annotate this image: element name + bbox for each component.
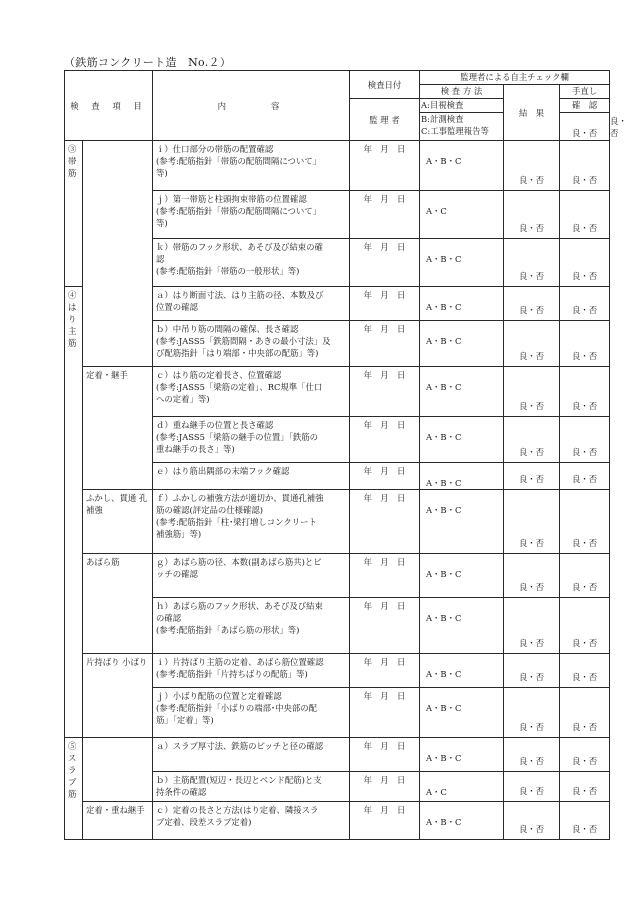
method-cell[interactable]: A・B・C [420,802,504,840]
content-cell [153,417,350,463]
content-line: ｆ）ふかしの補強方法が適切か、貫通孔補強 [156,493,324,503]
date-cell[interactable]: 年 月 日 [350,321,420,367]
content-line: (参考:JASS5「鉄筋間隔・あきの最小寸法」及 [156,336,331,346]
header-result-okng: 良・否 [560,113,610,141]
result-cell[interactable]: 良・否 [504,688,560,738]
result-cell[interactable]: 良・否 [504,802,560,840]
table-row [65,490,610,554]
result-cell[interactable]: 良・否 [504,554,560,598]
redo-cell[interactable]: 良・否 [560,738,610,772]
content-line: 位置の確認 [156,302,198,312]
redo-cell[interactable]: 良・否 [560,654,610,688]
method-cell[interactable]: A・B・C [420,463,504,490]
content-cell [153,554,350,598]
result-cell[interactable]: 良・否 [504,738,560,772]
header-method-list [420,99,504,113]
content-line: ａ）スラブ厚寸法、鉄筋のピッチと径の確認 [156,741,324,751]
content-line: ａ）はり断面寸法、はり主筋の径、本数及び [156,290,324,300]
content-line: (参考:JASS5「梁筋の継手の位置」「鉄筋の [156,432,318,442]
header-redo-1: 手直し [560,85,610,99]
table-row [65,802,610,840]
header-method-list-2 [420,113,504,141]
table-row [65,738,610,772]
table-row [65,141,610,191]
content-line: (参考:配筋指針「帯筋の一般形状」等) [156,266,300,276]
result-cell[interactable]: 良・否 [504,141,560,191]
method-cell[interactable]: A・B・C [420,367,504,417]
table-row [65,367,610,417]
redo-cell[interactable]: 良・否 [560,802,610,840]
content-cell [153,141,350,191]
content-cell [153,239,350,287]
redo-cell[interactable]: 良・否 [560,191,610,239]
date-cell[interactable]: 年 月 日 [350,367,420,417]
result-cell[interactable]: 良・否 [504,191,560,239]
content-line: (参考:配筋指針「柱･梁打増しコンクリート [156,517,317,527]
content-line: ｉ）仕口部分の帯筋の配置確認 [156,144,274,154]
date-cell[interactable]: 年 月 日 [350,554,420,598]
method-cell[interactable]: A・B・C [420,287,504,321]
content-line: ｅ）はり筋出隅部の末端フック確認 [156,466,290,476]
content-line: ｊ）第一帯筋と柱頭拘束帯筋の位置確認 [156,194,307,204]
result-cell[interactable]: 良・否 [504,367,560,417]
redo-cell[interactable]: 良・否 [560,367,610,417]
content-cell [153,367,350,417]
header-date: 検査日付 [350,71,420,99]
content-line: ｃ）はり筋の定着長さ、位置確認 [156,370,282,380]
redo-cell[interactable]: 良・否 [560,239,610,287]
method-cell[interactable]: A・B・C [420,688,504,738]
date-cell[interactable]: 年 月 日 [350,490,420,554]
subcategory-cell: ふかし、貫通 孔補強 [83,490,153,554]
content-line: び配筋指針「はり端部・中央部の配筋」等) [156,348,319,358]
date-cell[interactable]: 年 月 日 [350,239,420,287]
content-line: ｈ）あばら筋のフック形状、あそび及び結束 [156,601,323,611]
date-cell[interactable]: 年 月 日 [350,191,420,239]
date-cell[interactable]: 年 月 日 [350,463,420,490]
result-cell[interactable]: 良・否 [504,598,560,654]
method-cell[interactable]: A・B・C [420,738,504,772]
content-line: (参考:配筋指針「小ばりの端部･中央部の配 [156,703,318,713]
redo-cell[interactable]: 良・否 [560,287,610,321]
category-cell: ④ はり主筋 [65,287,83,738]
content-line: ｂ）主筋配置(短辺・長辺とベンド配筋)と支 [156,775,322,785]
content-line: 等) [156,218,168,228]
method-cell[interactable]: A・B・C [420,417,504,463]
subcategory-cell: あばら筋 [83,554,153,654]
content-line: 持条件の確認 [156,787,207,797]
method-cell[interactable]: A・C [420,191,504,239]
content-line: (参考:配筋指針「片持ちばりの配筋」等) [156,669,308,679]
table-row [65,554,610,598]
content-cell [153,738,350,772]
method-c: C:工事監理報告等 [421,126,489,136]
date-cell[interactable]: 年 月 日 [350,738,420,772]
redo-cell[interactable]: 良・否 [560,463,610,490]
redo-cell[interactable]: 良・否 [560,688,610,738]
date-cell[interactable]: 年 月 日 [350,287,420,321]
method-b: B:計測検査 [421,114,464,124]
content-cell [153,490,350,554]
method-cell[interactable]: A・B・C [420,554,504,598]
content-cell [153,191,350,239]
content-line: ｄ）重ね継手の位置と長さ確認 [156,420,274,430]
subcategory-cell: 定着・継手 [83,367,153,490]
content-cell [153,598,350,654]
header-method: 検 査 方 法 [420,85,504,99]
date-cell[interactable]: 年 月 日 [350,598,420,654]
header-content: 内 容 [153,71,350,141]
content-line: (参考:配筋指針「帯筋の配筋間隔について」 [156,156,322,166]
subcategory-cell: 定着・重ね継手 [83,802,153,840]
result-cell[interactable]: 良・否 [504,287,560,321]
header-item: 検 査 項 目 [65,71,153,141]
date-cell[interactable]: 年 月 日 [350,772,420,802]
result-cell[interactable]: 良・否 [504,321,560,367]
content-line: 重ね継手の長さ」等) [156,444,235,454]
redo-cell[interactable]: 良・否 [560,772,610,802]
date-cell[interactable]: 年 月 日 [350,654,420,688]
content-line: 認 [156,254,165,264]
content-cell [153,802,350,840]
header-result: 結 果 [504,85,560,141]
content-line: 筋」「定着」等) [156,715,214,725]
table-row [65,654,610,688]
content-line: ｊ）小ばり配筋の位置と定着確認 [156,691,282,701]
subcategory-cell [83,738,153,802]
result-cell[interactable]: 良・否 [504,490,560,554]
method-cell[interactable]: A・B・C [420,598,504,654]
content-line: (参考:配筋指針「あばら筋の形状」等) [156,625,300,635]
content-line: 補強筋」等) [156,529,202,539]
content-cell [153,287,350,321]
content-line: ｇ）あばら筋の径、本数(副あばら筋共)とピ [156,557,322,567]
result-cell[interactable]: 良・否 [504,463,560,490]
inspection-table: 検 査 項 目 内 容 検査日付 監理者による自主チェック欄 検 査 方 法 結 果 手直し 監 理 者 A:目視検査 確 認 B:計測検査 C:工事監理報告等 良・否 良・否 ③ 帯筋 ｉ）仕口部分の帯筋の配置確認 (参考:配筋指針「帯筋の配筋間隔について」 等) 年 月 日 A・B・C 良・否 良・否 ｊ）第一帯筋と柱頭拘束帯筋の位置確認 (参考:配筋指針「帯筋の配筋間隔について」 等) 年 月 日 A・C 良・否 良・否 ｋ）帯筋のフック形状、あそび及び結束の確 認 (参考:配筋指針「帯筋の一般形状」等) 年 月 日 A・B・C 良・否 良・否 ④ はり主筋 ａ）はり断面寸法、はり主筋の径、本数及び 位置の確認 年 月 日 A・B・C 良・否 良・否 ｂ）中吊り筋の間隔の確保、長さ確認 (参考:JASS5「鉄筋間隔・あきの最小寸法」及 び配筋指針「はり端部・中央部の配筋」等) 年 月 日 A・B・C 良・否 良・否 定着・継手 ｃ）はり筋の定着長さ、位置確認 (参考:JASS5「梁筋の定着」、RC規準「仕口 への定着」等) 年 月 日 A・B・C 良・否 良・否 ｄ）重ね継手の位置と長さ確認 (参考:JASS5「梁筋の継手の位置」「鉄筋の 重ね継手の長さ」等) 年 月 日 A・B・C 良・否 良・否 ｅ）はり筋出隅部の末端フック確認 年 月 日 A・B・C 良・否 良・否 ふかし、貫通 孔補強 ｆ）ふかしの補強方法が適切か、貫通孔補強 筋の確認(評定品の仕様確認) (参考:配筋指針「柱･梁打増しコンクリート 補強筋」等) 年 月 日 A・B・C 良・否 良・否 あばら筋 ｇ）あばら筋の径、本数(副あばら筋共)とピ ッチの確認 年 月 日 A・B・C 良・否 良・否 ｈ）あばら筋のフック形状、あそび及び結束 の確認 (参考:配筋指針「あばら筋の形状」等) 年 月 日 A・B・C 良・否 良・否 片持ばり 小ばり ｉ）片持ばり主筋の定着、あばら筋位置確認 (参考:配筋指針「片持ちばりの配筋」等) 年 月 日 A・B・C 良・否 良・否 ｊ）小ばり配筋の位置と定着確認 (参考:配筋指針「小ばりの端部･中央部の配 筋」「定着」等) 年 月 日 A・B・C 良・否 良・否 ⑤ スラブ筋 ａ）スラブ厚寸法、鉄筋のピッチと径の確認 年 月 日 A・B・C 良・否 良・否 ｂ）主筋配置(短辺・長辺とベンド配筋)と支 持条件の確認 年 月 日 A・C 良・否 良・否 定着・重ね継手 ｃ）定着の長さと方法(はり定着、隣接スラ ブ定着、段差スラブ定着) 年 月 日 A・B・C 良・否 良・否 [64,70,610,840]
content-line: ｂ）中吊り筋の間隔の確保、長さ確認 [156,324,299,334]
content-line: への定着」等) [156,394,210,404]
date-cell[interactable]: 年 月 日 [350,141,420,191]
method-cell[interactable]: A・B・C [420,654,504,688]
content-line: ブ定着、段差スラブ定着) [156,817,252,827]
header-self-check: 監理者による自主チェック欄 [420,71,610,85]
redo-cell[interactable]: 良・否 [560,321,610,367]
result-cell[interactable]: 良・否 [504,239,560,287]
redo-cell[interactable]: 良・否 [560,141,610,191]
content-line: ｃ）定着の長さと方法(はり定着、隣接スラ [156,805,319,815]
content-line: ｋ）帯筋のフック形状、あそび及び結束の確 [156,242,323,252]
page-title: （鉄筋コンクリート造 No.２） [64,56,232,69]
method-cell[interactable]: A・B・C [420,141,504,191]
date-cell[interactable]: 年 月 日 [350,802,420,840]
method-a: A:目視検査 [421,100,464,110]
method-cell[interactable]: A・B・C [420,239,504,287]
category-cell: ③ 帯筋 [65,141,83,287]
result-cell[interactable]: 良・否 [504,772,560,802]
subcategory-cell: 片持ばり 小ばり [83,654,153,738]
method-cell[interactable]: A・B・C [420,490,504,554]
redo-cell[interactable]: 良・否 [560,417,610,463]
content-line: 筋の確認(評定品の仕様確認) [156,505,264,515]
content-line: ッチの確認 [156,569,198,579]
content-cell [153,321,350,367]
redo-cell[interactable]: 良・否 [560,554,610,598]
content-cell [153,463,350,490]
content-line: ｉ）片持ばり主筋の定着、あばら筋位置確認 [156,657,324,667]
redo-cell[interactable]: 良・否 [560,490,610,554]
content-line: 等) [156,168,168,178]
content-line: (参考:JASS5「梁筋の定着」、RC規準「仕口 [156,382,323,392]
result-cell[interactable]: 良・否 [504,654,560,688]
header-supervisor: 監 理 者 [350,99,420,141]
content-cell [153,688,350,738]
content-cell [153,654,350,688]
method-cell[interactable]: A・B・C [420,321,504,367]
redo-cell[interactable]: 良・否 [560,598,610,654]
category-cell: ⑤ スラブ筋 [65,738,83,840]
header-redo-2: 確 認 [560,99,610,113]
subcategory-cell [83,141,153,367]
method-cell[interactable]: A・C [420,772,504,802]
content-cell [153,772,350,802]
content-line: (参考:配筋指針「帯筋の配筋間隔について」 [156,206,322,216]
result-cell[interactable]: 良・否 [504,417,560,463]
date-cell[interactable]: 年 月 日 [350,688,420,738]
content-line: の確認 [156,613,182,623]
date-cell[interactable]: 年 月 日 [350,417,420,463]
